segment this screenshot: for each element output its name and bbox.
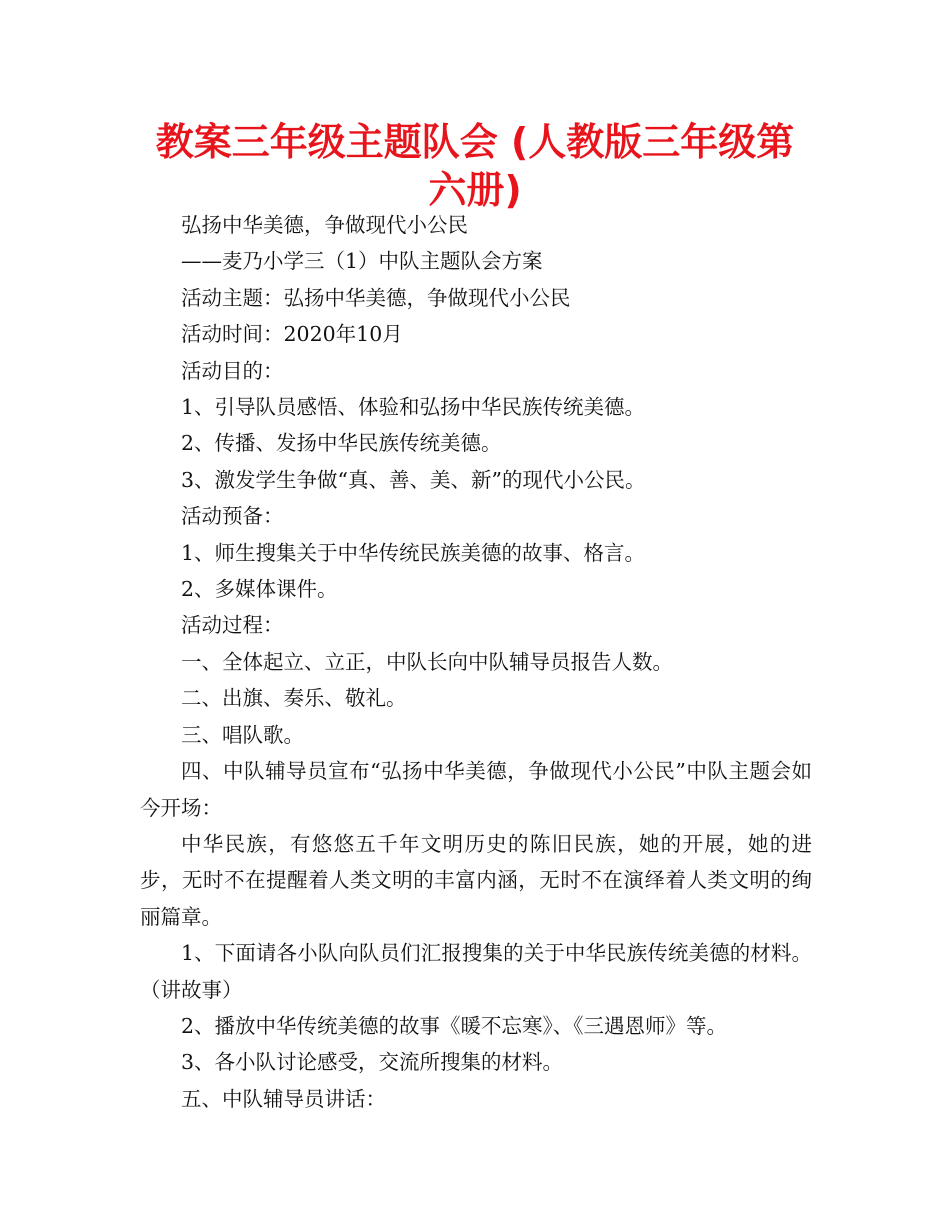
paragraph-purpose-3: 3、激发学生争做“真、善、美、新”的现代小公民。 [181, 467, 646, 492]
paragraph-activity-purpose-heading: 活动目的： [181, 358, 284, 383]
paragraph-process-5: 五、中队辅导员讲话： [181, 1086, 386, 1111]
paragraph-activity-theme: 活动主题：弘扬中华美德，争做现代小公民 [181, 285, 571, 310]
paragraph-process-4: 四、中队辅导员宣布“弘扬中华美德，争做现代小公民”中队主题会如今开场： [140, 759, 812, 820]
paragraph-purpose-2: 2、传播、发扬中华民族传统美德。 [181, 431, 502, 456]
paragraph-preparation-heading: 活动预备： [181, 504, 284, 529]
paragraph-activity-time: 活动时间：2020年10月 [181, 322, 403, 347]
paragraph-purpose-1: 1、引导队员感悟、体验和弘扬中华民族传统美德。 [181, 395, 646, 420]
paragraph-subtitle: 弘扬中华美德，争做现代小公民 [181, 213, 468, 237]
document-body [140, 207, 812, 1117]
document-title: 教案三年级主题队会 (人教版三年级第六册) [155, 120, 795, 212]
paragraph-step-2: 2、播放中华传统美德的故事《暖不忘寒》、《三遇恩师》等。 [181, 1013, 728, 1038]
paragraph-preparation-1: 1、师生搜集关于中华传统民族美德的故事、格言。 [181, 540, 646, 565]
paragraph-school-plan: ——麦乃小学三（1）中队主题队会方案 [181, 249, 543, 274]
paragraph-step-1: 1、下面请各小队向队员们汇报搜集的关于中华民族传统美德的材料。（讲故事） [140, 941, 812, 1002]
paragraph-process-heading: 活动过程： [181, 613, 284, 638]
paragraph-step-3: 3、各小队讨论感受，交流所搜集的材料。 [181, 1050, 564, 1075]
paragraph-preparation-2: 2、多媒体课件。 [181, 577, 338, 602]
paragraph-process-1: 一、全体起立、立正，中队长向中队辅导员报告人数。 [181, 649, 673, 674]
paragraph-process-3: 三、唱队歌。 [181, 722, 304, 747]
paragraph-chinese-nation: 中华民族，有悠悠五千年文明历史的陈旧民族，她的开展，她的进步，无时不在提醒着人类文明的丰富内涵，无时不在演绎着人类文明的绚丽篇章。 [140, 831, 812, 929]
paragraph-process-2: 二、出旗、奏乐、敬礼。 [181, 686, 407, 711]
